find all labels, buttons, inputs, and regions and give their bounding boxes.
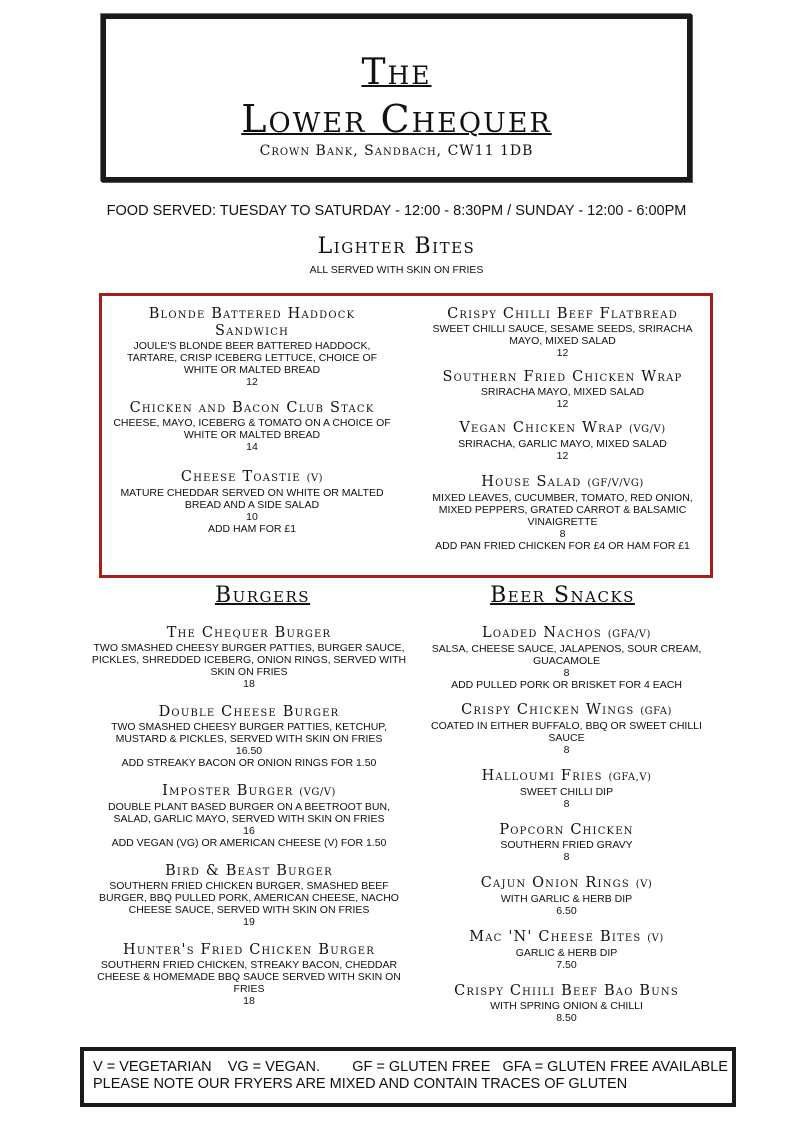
menu-item [112,306,392,388]
menu-item-name-text: Mac 'N' Cheese Bites [469,929,642,945]
menu-item-name-text: Crispy Chilli Beef Flatbread [447,306,678,322]
menu-item-name-text: Bird & Beast Burger [165,863,333,879]
dietary-tag: (GFA/V) [607,629,651,640]
menu-item [424,983,709,1024]
beer-snacks-heading: Beer Snacks [490,583,635,608]
menu-item-name-text: Halloumi Fries [481,768,603,784]
menu-item-name [424,875,709,893]
menu-item [424,875,709,917]
menu-item-name [424,983,709,1000]
menu-item [420,420,705,462]
lighter-bites-heading: Lighter Bites [317,234,476,259]
menu-item-name-text: Cajun Onion Rings [480,875,630,891]
menu-item-description: GARLIC & HERB DIP [515,947,618,959]
menu-item-price: 8 [559,528,566,540]
menu-item-name [420,474,705,492]
menu-item-name [90,863,408,880]
menu-item [90,704,408,769]
title-frame [101,14,692,182]
menu-item-name-text: Double Cheese Burger [158,704,340,720]
dietary-key [80,1047,736,1107]
dietary-tag: (VG/V) [299,787,336,798]
address: Crown Bank, Sandbach, CW11 1DB [259,143,534,159]
menu-item-description: WITH GARLIC & HERB DIP [500,893,633,905]
menu-item-price: 8.50 [556,1012,577,1024]
menu-item-name [90,625,408,642]
opening-hours: FOOD SERVED: TUESDAY TO SATURDAY - 12:00 - 8:30PM / SUNDAY - 12:00 - 6:00PM [106,203,687,219]
menu-item-price: 10 [246,511,258,523]
menu-item-name-text: Crispy Chicken Wings [461,702,635,718]
menu-item-name-text: Popcorn Chicken [499,822,634,838]
menu-item-name [424,929,709,947]
menu-item-extra: ADD PAN FRIED CHICKEN FOR £4 OR HAM FOR £1 [435,540,690,552]
dietary-tag: (V) [635,879,653,890]
menu-item-name [424,822,709,839]
menu-item-price: 16 [243,825,255,837]
burgers-heading: Burgers [214,583,311,608]
menu-item-description: DOUBLE PLANT BASED BURGER ON A BEETROOT BUN, SALAD, GARLIC MAYO, SERVED WITH SKIN ON FRIES [107,801,391,825]
menu-item-description: TWO SMASHED CHEESY BURGER PATTIES, BURGER SAUCE, PICKLES, SHREDDED ICEBERG, ONION RINGS, SERVED WITH SKIN ON FRIES [91,642,407,678]
menu-item-description: MATURE CHEDDAR SERVED ON WHITE OR MALTED BREAD AND A SIDE SALAD [120,487,384,511]
menu-item-name [112,400,392,417]
menu-item-name-text: Loaded Nachos [482,625,602,641]
menu-item [420,474,705,552]
menu-item-description: TWO SMASHED CHEESY BURGER PATTIES, KETCHUP, MUSTARD & PICKLES, SERVED WITH SKIN ON FRIES [111,721,387,745]
menu-item-extra: ADD VEGAN (VG) OR AMERICAN CHEESE (V) FOR 1.50 [111,837,387,849]
menu-item-name [424,625,709,643]
menu-item-price: 8 [563,851,570,863]
menu-item [424,768,709,810]
menu-item-description: JOULE'S BLONDE BEER BATTERED HADDOCK, TARTARE, CRISP ICEBERG LETTUCE, CHOICE OF WHITE OR MALTED BREAD [126,340,378,376]
menu-item-price: 7.50 [556,959,577,971]
lighter-bites-subheading: ALL SERVED WITH SKIN ON FRIES [309,264,484,276]
menu-item-name [420,369,705,386]
burgers-column [90,625,408,1007]
menu-item-name-text: Cheese Toastie [180,469,301,485]
menu-item-price: 8 [563,667,570,679]
menu-item-price: 18 [243,678,255,690]
dietary-key-line-2: PLEASE NOTE OUR FRYERS ARE MIXED AND CONTAIN TRACES OF GLUTEN [93,1076,628,1092]
title-line-1: The [361,52,432,93]
menu-item-name-text: Crispy Chiili Beef Bao Buns [454,983,679,999]
dietary-tag: (GFA,V) [608,772,652,783]
menu-item-name [90,942,408,959]
menu-item-name-text: Chicken and Bacon Club Stack [129,400,375,416]
dietary-tag: (V) [306,473,324,484]
menu-item-description: SRIRACHA, GARLIC MAYO, MIXED SALAD [458,438,667,450]
menu-item-name [112,306,392,340]
dietary-tag: (GFA) [640,706,672,717]
menu-item [424,929,709,971]
menu-item [420,306,705,359]
lighter-bites-right-column [420,306,705,552]
menu-item [420,369,705,410]
menu-item-description: SALSA, CHEESE SAUCE, JALAPENOS, SOUR CREAM, GUACAMOLE [431,643,702,667]
menu-item-extra: ADD STREAKY BACON OR ONION RINGS FOR 1.50 [121,757,377,769]
menu-item-price: 6.50 [556,905,577,917]
menu-item-description: COATED IN EITHER BUFFALO, BBQ OR SWEET CHILLI SAUCE [431,720,702,744]
menu-item-description: SWEET CHILLI DIP [519,786,614,798]
menu-item-price: 8 [563,744,570,756]
menu-item-name [424,768,709,786]
menu-item-name [90,704,408,721]
lighter-bites-left-column [112,306,392,535]
menu-item-name [112,469,392,487]
menu-item [424,822,709,863]
menu-item-description: CHEESE, MAYO, ICEBERG & TOMATO ON A CHOICE OF WHITE OR MALTED BREAD [113,417,391,441]
menu-item-name [424,702,709,720]
menu-item-price: 14 [246,441,258,453]
menu-item-price: 12 [556,398,569,410]
menu-item-name-text: Imposter Burger [162,783,294,799]
menu-item [112,469,392,535]
menu-item [90,863,408,928]
menu-item [424,702,709,756]
menu-item-price: 12 [246,376,258,388]
menu-item-name-text: Southern Fried Chicken Wrap [442,369,683,385]
menu-item-name-text: The Chequer Burger [166,625,332,641]
menu-item-description: WITH SPRING ONION & CHILLI [490,1000,643,1012]
menu-item-description: SRIRACHA MAYO, MIXED SALAD [480,386,645,398]
menu-item-name [420,306,705,323]
menu-item-price: 16.50 [235,745,263,757]
menu-item-name-text: Hunter's Fried Chicken Burger [122,942,375,958]
menu-item-name [420,420,705,438]
menu-item-name [90,783,408,801]
menu-item [112,400,392,453]
menu-item-name-text: Blonde Battered Haddock Sandwich [148,306,356,339]
menu-item-name-text: Vegan Chicken Wrap [459,420,624,436]
menu-item-price: 18 [243,995,255,1007]
menu-item-extra: ADD PULLED PORK OR BRISKET FOR 4 EACH [451,679,682,691]
dietary-tag: (VG/V) [629,424,666,435]
menu-item-name-text: House Salad [481,474,582,490]
menu-item [90,783,408,849]
menu-item-extra: ADD HAM FOR £1 [207,523,297,535]
menu-item-price: 19 [243,916,255,928]
title-line-2: Lower Chequer [241,97,552,141]
dietary-key-line-1: V = VEGETARIAN VG = VEGAN. GF = GLUTEN FREE GFA = GLUTEN FREE AVAILABLE [93,1059,728,1075]
dietary-tag: (GF/V/VG) [587,478,644,489]
menu-item-description: SOUTHERN FRIED CHICKEN, STREAKY BACON, CHEDDAR CHEESE & HOMEMADE BBQ SAUCE SERVED WITH SKIN ON FRIES [97,959,401,995]
dietary-tag: (V) [647,933,664,944]
menu-item-price: 12 [556,450,569,462]
menu-item [90,625,408,690]
menu-item-description: SOUTHERN FRIED CHICKEN BURGER, SMASHED BEEF BURGER, BBQ PULLED PORK, AMERICAN CHEESE, NACHO CHEESE SAUCE, SERVED WITH SKIN ON FRIES [99,880,399,916]
menu-item-price: 12 [556,347,569,359]
menu-item [90,942,408,1007]
menu-item-description: MIXED LEAVES, CUCUMBER, TOMATO, RED ONION, MIXED PEPPERS, GRATED CARROT & BALSAMIC VINAIGRETTE [432,492,693,528]
beer-snacks-column [424,625,709,1024]
menu-item-price: 8 [563,798,570,810]
menu-item-description: SOUTHERN FRIED GRAVY [500,839,633,851]
menu-item [424,625,709,691]
menu-item-description: SWEET CHILLI SAUCE, SESAME SEEDS, SRIRACHA MAYO, MIXED SALAD [432,323,693,347]
